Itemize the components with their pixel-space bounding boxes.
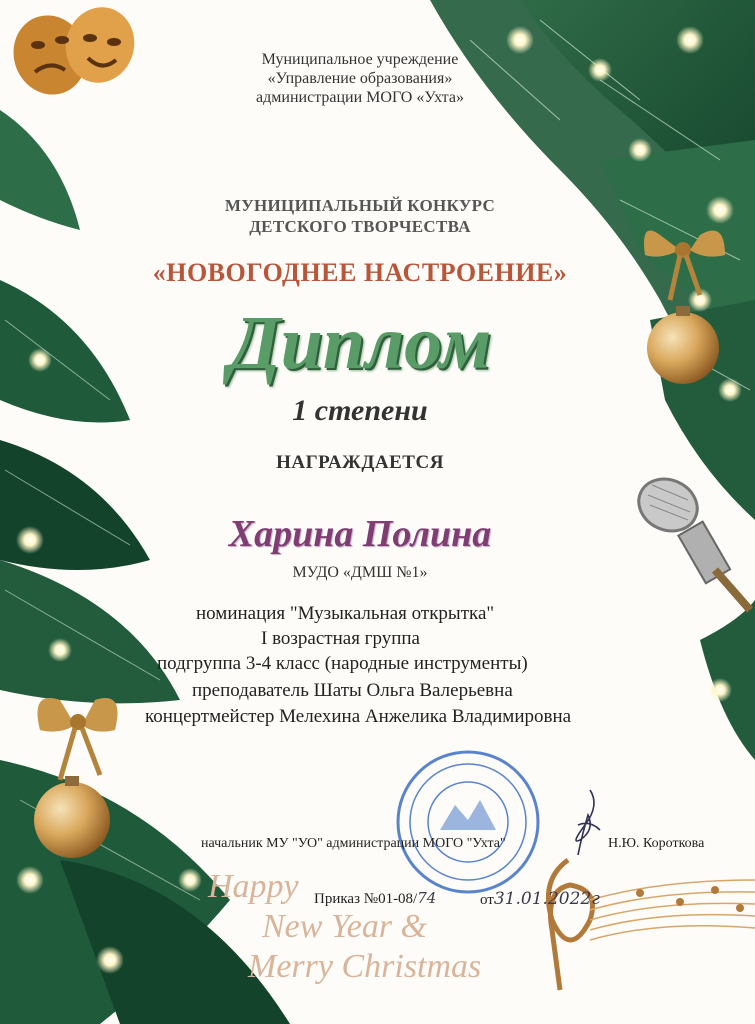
diploma-degree: 1 степени: [292, 394, 428, 427]
treble-clef-icon: [548, 860, 755, 990]
contest-line-1: МУНИЦИПАЛЬНЫЙ КОНКУРС: [224, 196, 496, 215]
contest-title: «НОВОГОДНЕЕ НАСТРОЕНИЕ»: [152, 258, 568, 287]
order-prefix: Приказ №01-08/: [314, 891, 418, 907]
order-date-prefix: от: [480, 892, 494, 908]
organization-header: [170, 50, 550, 107]
signatory-name: Н.Ю. Короткова: [608, 836, 705, 851]
greeting-line-3: Merry Christmas: [248, 948, 482, 985]
nomination: номинация "Музыкальная открытка": [196, 603, 495, 624]
order-date-line: [480, 889, 600, 909]
fir-branches-bottom-right: [700, 600, 755, 760]
order-line: [314, 889, 436, 908]
official-stamp: [398, 752, 538, 892]
handwritten-signature: [560, 785, 610, 860]
recipient-school: МУДО «ДМШ №1»: [292, 564, 428, 581]
organization-line-2: «Управление образования»: [267, 70, 453, 87]
accompanist: концертмейстер Мелехина Анжелика Владимировна: [145, 706, 572, 727]
greeting-line-1: Happy: [208, 868, 299, 905]
signatory-position: начальник МУ "УО" администрации МОГО "Ухта": [201, 836, 506, 851]
order-date: 31.01.2022г: [493, 889, 600, 909]
organization-line-3: администрации МОГО «Ухта»: [256, 89, 464, 106]
greeting-line-2: New Year &: [262, 908, 428, 945]
awarded-label: НАГРАЖДАЕТСЯ: [276, 452, 444, 473]
contest-line-2: ДЕТСКОГО ТВОРЧЕСТВА: [249, 217, 471, 236]
contest-name: [150, 195, 570, 237]
subgroup: подгруппа 3-4 класс (народные инструменты): [157, 653, 528, 674]
theater-masks-icon: [2, 0, 142, 105]
age-group: I возрастная группа: [261, 628, 420, 649]
diploma-heading: Диплом: [228, 301, 492, 385]
organization-line-1: Муниципальное учреждение: [261, 51, 459, 68]
order-number: 74: [417, 889, 437, 907]
recipient-name: Харина Полина: [228, 513, 492, 555]
teacher: преподаватель Шаты Ольга Валерьевна: [192, 680, 513, 701]
